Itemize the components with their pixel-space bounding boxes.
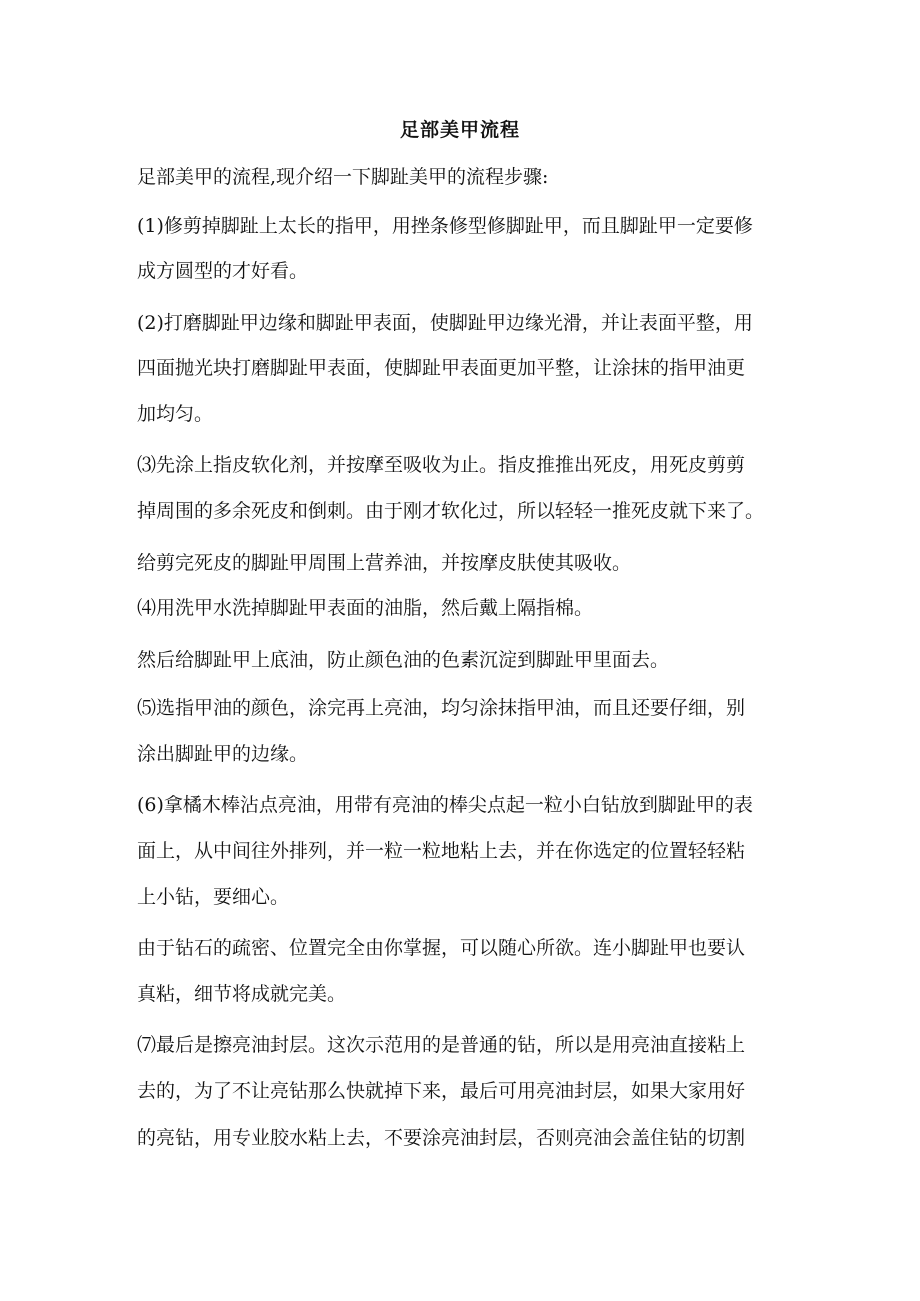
step-3-line-1: ⑶先涂上指皮软化剂，并按摩至吸收为止。指皮推推出死皮，用死皮剪剪 xyxy=(137,454,746,476)
step-6-line-1: (6)拿橘木棒沾点亮油，用带有亮油的棒尖点起一粒小白钻放到脚趾甲的表 xyxy=(137,794,753,816)
step-7-line-3: 的亮钻，用专业胶水粘上去，不要涂亮油封层，否则亮油会盖住钻的切割 xyxy=(137,1127,746,1149)
step-3-line-2: 掉周围的多余死皮和倒刺。由于刚才软化过，所以轻轻一推死皮就下来了。 xyxy=(137,500,765,522)
step-4-line-2: 然后给脚趾甲上底油，防止颜色油的色素沉淀到脚趾甲里面去。 xyxy=(137,649,670,671)
step-2-line-1: (2)打磨脚趾甲边缘和脚趾甲表面，使脚趾甲边缘光滑，并让表面平整，用 xyxy=(137,312,753,334)
step-3-line-3: 给剪完死皮的脚趾甲周围上营养油，并按摩皮肤使其吸收。 xyxy=(137,552,632,574)
step-2-line-2: 四面抛光块打磨脚趾甲表面，使脚趾甲表面更加平整，让涂抹的指甲油更 xyxy=(137,357,746,379)
intro-line: 足部美甲的流程,现介绍一下脚趾美甲的流程步骤: xyxy=(137,166,549,188)
step-6-line-2: 面上，从中间往外排列，并一粒一粒地粘上去，并在你选定的位置轻轻粘 xyxy=(137,840,746,862)
step-6-line-3: 上小钻，要细心。 xyxy=(137,886,290,908)
step-5-line-1: ⑸选指甲油的颜色，涂完再上亮油，均匀涂抹指甲油，而且还要仔细，别 xyxy=(137,697,746,719)
step-6-note-line-2: 真粘，细节将成就完美。 xyxy=(137,983,347,1005)
step-2-line-3: 加均匀。 xyxy=(137,403,214,425)
step-6-note-line-1: 由于钻石的疏密、位置完全由你掌握，可以随心所欲。连小脚趾甲也要认 xyxy=(137,937,746,959)
step-4-line-1: ⑷用洗甲水洗掉脚趾甲表面的油脂，然后戴上隔指棉。 xyxy=(137,597,594,619)
step-7-line-1: ⑺最后是擦亮油封层。这次示范用的是普通的钻，所以是用亮油直接粘上 xyxy=(137,1034,746,1056)
step-1-line-1: (1)修剪掉脚趾上太长的指甲，用挫条修型修脚趾甲，而且脚趾甲一定要修 xyxy=(137,215,753,237)
step-1-line-2: 成方圆型的才好看。 xyxy=(137,260,309,282)
step-7-line-2: 去的，为了不让亮钻那么快就掉下来，最后可用亮油封层，如果大家用好 xyxy=(137,1080,746,1102)
step-5-line-2: 涂出脚趾甲的边缘。 xyxy=(137,743,309,765)
document-title: 足部美甲流程 xyxy=(399,119,520,141)
